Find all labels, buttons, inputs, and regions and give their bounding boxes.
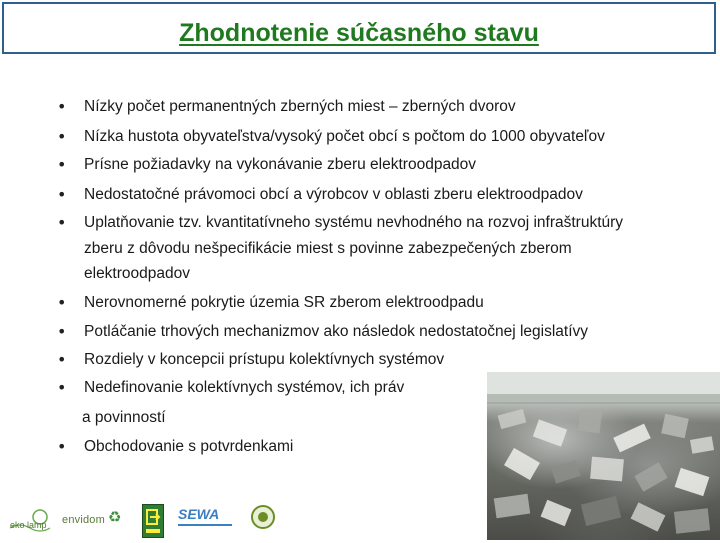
bullet-item-text: Rozdiely v koncepcii prístupu kolektívnych systémov [84,351,445,368]
ekolamp-wordmark: eko lamp [10,520,47,530]
scrap-pile-illustration [487,372,720,540]
bullet-marker: • [57,322,67,341]
bullet-marker: • [57,213,67,232]
recycle-icon: ♻ [108,509,122,526]
bullet-marker: • [57,378,67,397]
bullet-item-text: Nerovnomerné pokrytie územia SR zberom elektroodpadu [84,294,484,311]
sewa-underline [178,524,232,526]
bullet-marker: • [57,97,67,116]
bullet-item-text-continued: a povinností [82,409,166,426]
bullet-marker: • [57,185,67,204]
bullet-item-text: Nízky počet permanentných zberných miest – zberných dvorov [84,98,516,115]
bullet-marker: • [57,350,67,369]
sewa-wordmark: SEWA [178,506,220,522]
bullet-marker: • [57,293,67,312]
bullet-item-text: Obchodovanie s potvrdenkami [84,438,294,455]
sewa-logo [178,506,238,532]
bullet-item-text: Uplatňovanie tzv. kvantitatívneho systému nevhodného na rozvoj infraštruktúry [84,214,624,231]
bullet-item-text-continued: zberu z dôvodu nešpecifikácie miest s povinne zabezpečených zberom [84,240,572,257]
bullet-item-text: Nízka hustota obyvateľstva/vysoký počet obcí s počtom do 1000 obyvateľov [84,128,605,145]
green-exit-logo [142,504,164,538]
ekolamp-logo [6,508,54,538]
bullet-item-text: Prísne požiadavky na vykonávanie zberu elektroodpadov [84,156,477,173]
footer-logos [0,498,487,540]
bullet-item-text-continued: elektroodpadov [84,265,190,282]
envidom-wordmark: envidom [62,514,105,526]
round-emblem-icon [250,504,276,530]
bullet-marker: • [57,127,67,146]
arrow-exit-icon [143,505,163,537]
envidom-logo [62,510,128,532]
bullet-item-text: Potláčanie trhových mechanizmov ako následok nedostatočnej legislatívy [84,323,589,340]
round-emblem-logo [250,504,276,530]
bullet-marker: • [57,155,67,174]
bullet-marker: • [57,437,67,456]
bullet-item-text: Nedefinovanie kolektívnych systémov, ich práv [84,379,405,396]
bullet-item-text: Nedostatočné právomoci obcí a výrobcov v oblasti zberu elektroodpadov [84,186,583,203]
slide-title: Zhodnotenie súčasného stavu [179,18,539,47]
scrap-electronics-photo [487,372,720,540]
